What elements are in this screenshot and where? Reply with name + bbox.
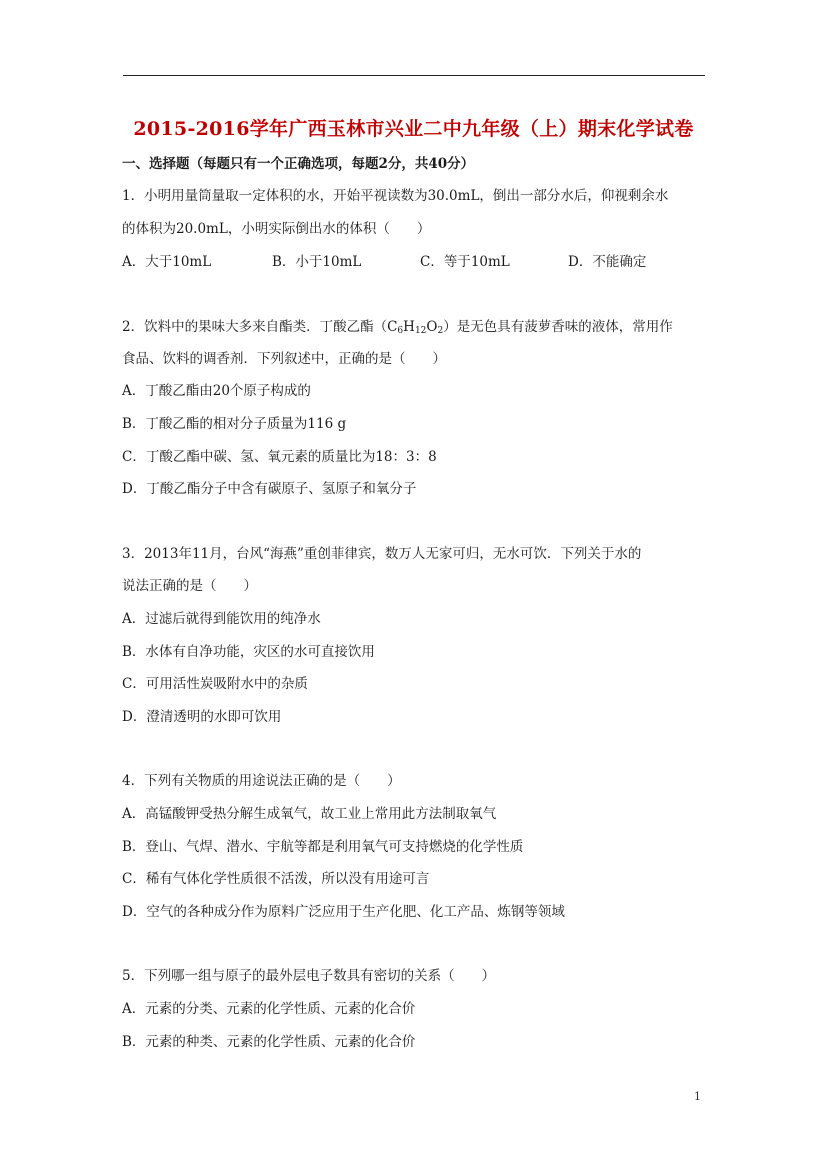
page-title: 2015-2016学年广西玉林市兴业二中九年级（上）期末化学试卷 <box>133 118 694 140</box>
question-1-option-a: A．大于10mL <box>122 254 212 270</box>
question-2-option-b: B．丁酸乙酯的相对分子质量为116 g <box>122 416 347 432</box>
question-2-line-2: 食品、饮料的调香剂．下列叙述中，正确的是（ ） <box>122 351 446 367</box>
question-3-line-1: 3．2013年11月，台风“海燕”重创菲律宾，数万人无家可归，无水可饮．下列关于水的 <box>122 546 642 562</box>
page-number: 1 <box>694 1090 701 1103</box>
question-2-option-d: D．丁酸乙酯分子中含有碳原子、氢原子和氧分子 <box>122 481 417 497</box>
question-3-option-d: D．澄清透明的水即可饮用 <box>122 709 282 725</box>
question-4-option-a: A．高锰酸钾受热分解生成氧气，故工业上常用此方法制取氧气 <box>122 806 497 822</box>
question-5-option-a: A．元素的分类、元素的化学性质、元素的化合价 <box>122 1001 416 1017</box>
header-rule <box>123 75 705 76</box>
question-2-text-start: 2．饮料中的果味大多来自酯类．丁酸乙酯（C <box>122 319 398 335</box>
formula-subscript-h: 12 <box>414 326 427 336</box>
question-3-line-2: 说法正确的是（ ） <box>122 578 257 594</box>
question-1-line-1: 1．小明用量筒量取一定体积的水，开始平视读数为30.0mL，倒出一部分水后，仰视剩余水 <box>122 188 669 204</box>
question-1-option-d: D．不能确定 <box>568 254 647 270</box>
question-2-text-end: ）是无色具有菠萝香味的液体，常用作 <box>443 319 673 335</box>
question-4-option-b: B．登山、气焊、潜水、宇航等都是利用氧气可支持燃烧的化学性质 <box>122 839 524 855</box>
question-1-option-b: B．小于10mL <box>272 254 362 270</box>
question-1-option-c: C．等于10mL <box>420 254 510 270</box>
section-heading: 一、选择题（每题只有一个正确选项，每题2分，共40分） <box>122 156 475 172</box>
question-3-option-a: A．过滤后就得到能饮用的纯净水 <box>122 611 321 627</box>
formula-symbol-o: O <box>426 319 438 335</box>
question-1-line-2: 的体积为20.0mL，小明实际倒出水的体积（ ） <box>122 221 431 237</box>
question-2-option-c: C．丁酸乙酯中碳、氢、氧元素的质量比为18：3：8 <box>122 449 437 465</box>
formula-symbol-h: H <box>403 319 415 335</box>
question-4-option-d: D．空气的各种成分作为原料广泛应用于生产化肥、化工产品、炼钢等领域 <box>122 904 565 920</box>
question-4-option-c: C．稀有气体化学性质很不活泼，所以没有用途可言 <box>122 871 430 887</box>
formula-subscript-c: 6 <box>397 326 404 336</box>
question-3-option-c: C．可用活性炭吸附水中的杂质 <box>122 676 308 692</box>
question-4-line-1: 4．下列有关物质的用途说法正确的是（ ） <box>122 773 401 789</box>
question-3-option-b: B．水体有自净功能，灾区的水可直接饮用 <box>122 644 375 660</box>
question-5-option-b: B．元素的种类、元素的化学性质、元素的化合价 <box>122 1034 416 1050</box>
formula-subscript-o: 2 <box>437 326 444 336</box>
question-2-option-a: A．丁酸乙酯由20个原子构成的 <box>122 383 311 399</box>
question-2-line-1 <box>122 315 673 335</box>
question-5-line-1: 5．下列哪一组与原子的最外层电子数具有密切的关系（ ） <box>122 968 496 984</box>
